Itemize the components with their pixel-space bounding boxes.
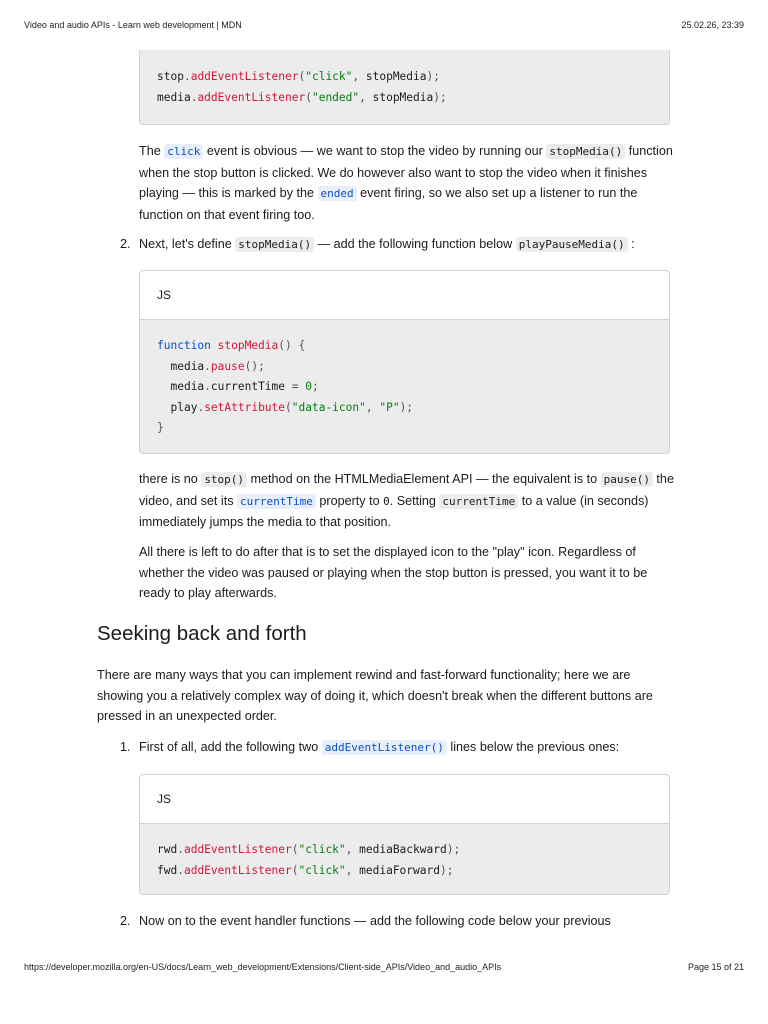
code-currenttime: currentTime (439, 494, 518, 509)
link-addeventlistener[interactable]: addEventListener() (322, 740, 447, 755)
list-number: 2. (120, 237, 131, 251)
print-footer (24, 962, 744, 972)
code-language-label: JS (140, 775, 669, 824)
code-block-seek-listeners (139, 774, 670, 895)
code-stop: stop() (201, 472, 247, 487)
print-footer-url: https://developer.mozilla.org/en-US/docs/Learn_web_development/Extensions/Client-side_APIs/Video_and_audio_APIs (24, 962, 502, 972)
code-text: stop.addEventListener("click", stopMedia); media.addEventListener("ended", stopMedia); (157, 70, 447, 104)
step-define-stopmedia: Next, let's define stopMedia() — add the following function below playPauseMedia() : (139, 237, 635, 251)
link-click-event[interactable]: click (164, 144, 203, 159)
code-text: function stopMedia() { media.pause(); media.currentTime = 0; play.setAttribute("data-icon", "P"); } (157, 339, 414, 434)
code-zero: 0 (383, 494, 390, 508)
code-text: rwd.addEventListener("click", mediaBackward); fwd.addEventListener("click", mediaForward); (157, 843, 461, 877)
print-footer-page: Page 15 of 21 (687, 962, 744, 972)
link-currenttime[interactable]: currentTime (237, 494, 316, 509)
link-ended-event[interactable]: ended (318, 186, 357, 201)
paragraph-play-icon: All there is left to do after that is to set the displayed icon to the "play" icon. Regardless of whether the video was paused or playing when the stop button is pressed, you want it to be ready to play afterwards. (139, 545, 648, 600)
list-number: 2. (120, 914, 131, 928)
step-add-listeners: First of all, add the following two addEventListener() lines below the previous ones: (139, 740, 620, 754)
code-stopmedia: stopMedia() (235, 237, 314, 252)
code-pause: pause() (601, 472, 653, 487)
code-playpausemedia: playPauseMedia() (516, 237, 628, 252)
step-event-handlers: Now on to the event handler functions — add the following code below your previous (139, 914, 611, 928)
print-header-title: Video and audio APIs - Learn web development | MDN (24, 20, 242, 30)
section-heading: Seeking back and forth (97, 622, 307, 645)
code-language-label: JS (140, 271, 669, 320)
print-header-timestamp: 25.02.26, 23:39 (681, 20, 744, 30)
code-stopmedia: stopMedia() (546, 144, 625, 159)
paragraph-click-event: The click event is obvious — we want to stop the video by running our stopMedia() function when the stop button is clicked. We do however also want to stop the video when it finishes playing — this is marked by the ended event firing, so we also set up a listener to run the function on that event firing too. (139, 144, 673, 222)
list-number: 1. (120, 740, 131, 754)
paragraph-no-stop-method: there is no stop() method on the HTMLMediaElement API — the equivalent is to pause() the video, and set its currentTime property to 0. Setting currentTime to a value (in seconds) immediately jumps the media to that position. (139, 472, 674, 529)
code-block-stop-listeners (139, 50, 670, 125)
code-block-stopmedia-function (139, 270, 670, 454)
print-header (24, 20, 744, 30)
paragraph-seeking-intro: There are many ways that you can implement rewind and fast-forward functionality; here we are showing you a relatively complex way of doing it, which doesn't break when the different buttons are pressed in an unexpected order. (97, 668, 653, 723)
